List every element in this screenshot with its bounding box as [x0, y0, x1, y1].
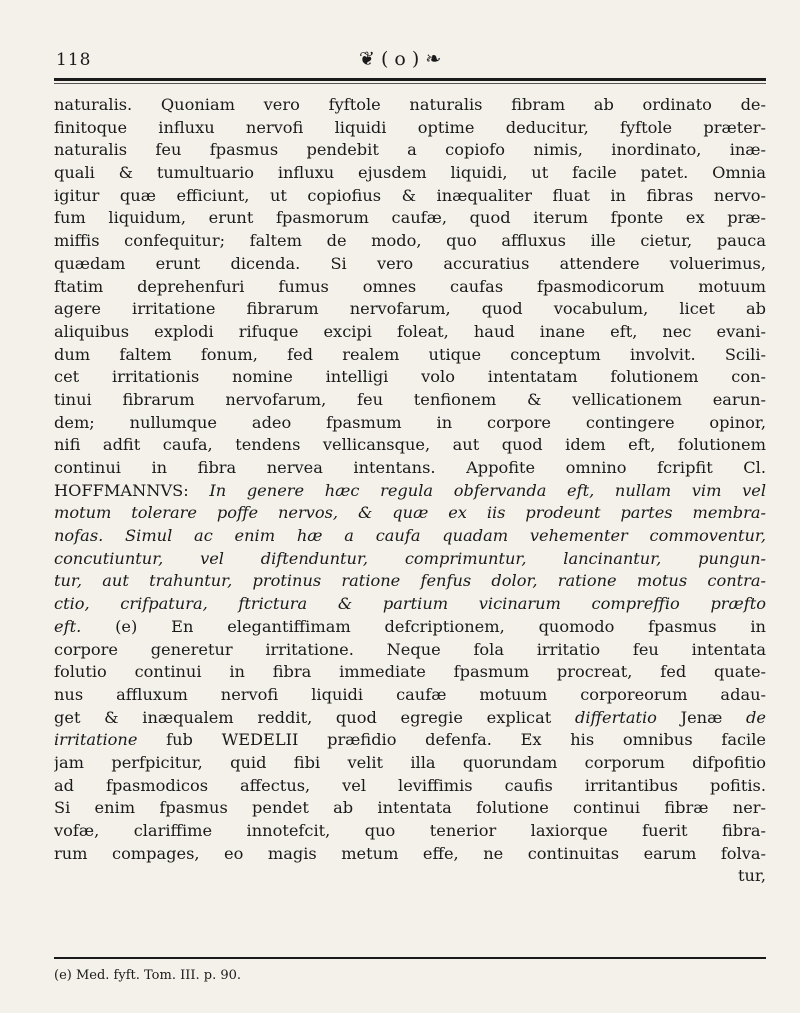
- text-line: quædam erunt dicenda. Si vero accuratius attendere voluerimus,: [54, 253, 766, 273]
- text-line: concutiuntur, vel diftenduntur, comprimuntur, lancinantur, pungun-: [54, 548, 766, 568]
- running-header: [54, 46, 766, 86]
- text-line: ad fpasmodicos affectus, vel leviffimis caufis irritantibus pofitis.: [54, 775, 766, 795]
- footnote: (e) Med. fyft. Tom. III. p. 90.: [54, 968, 242, 983]
- text-line: get & inæqualem reddit, quod egregie explicat differtatio Jenæ de: [54, 707, 766, 727]
- text-line: dum faltem fonum, fed realem utique conceptum involvit. Scili-: [54, 344, 766, 364]
- text-line: tur,: [737, 866, 766, 886]
- text-line: eft. (e) En elegantiffimam defcriptionem, quomodo fpasmus in: [54, 616, 766, 636]
- text-line: agere irritatione fibrarum nervofarum, quod vocabulum, licet ab: [54, 299, 766, 319]
- text-line: nifi adfit caufa, tendens vellicansque, aut quod idem eft, folutionem: [54, 435, 766, 455]
- page-number: 118: [56, 50, 92, 70]
- text-line: ctio, crifpatura, ftrictura & partium vicinarum compreffio præfto: [54, 594, 766, 614]
- text-line: nus affluxum nervofi liquidi caufæ motuum corporeorum adau-: [54, 684, 766, 704]
- text-line: igitur quæ efficiunt, ut copiofius & inæqualiter fluat in fibras nervo-: [54, 185, 766, 205]
- text-line: irritatione fub WEDELII præfidio defenfa. Ex his omnibus facile: [54, 730, 766, 750]
- text-line: vofæ, clariffime innotefcit, quo tenerior laxiorque fuerit fibra-: [54, 821, 766, 840]
- text-line: naturalis. Quoniam vero fyftole naturalis fibram ab ordinato de-: [54, 95, 766, 114]
- header-ornament: ❦ ( o ) ❧: [359, 48, 442, 70]
- text-line: finitoque influxu nervofi liquidi optime deducitur, fyftole præter-: [54, 117, 766, 137]
- text-line: dem; nullumque adeo fpasmum in corpore contingere opinor,: [54, 412, 766, 432]
- text-line: ftatim deprehenfuri fumus omnes caufas fpasmodicorum motuum: [54, 276, 766, 296]
- text-line: quali & tumultuario influxu ejusdem liquidi, ut facile patet. Omnia: [54, 163, 766, 183]
- text-line: tur, aut trahuntur, protinus ratione fenfus dolor, ratione motus contra-: [54, 571, 766, 591]
- footnote-rule: [54, 957, 766, 959]
- text-line: cet irritationis nomine intelligi volo intentatam folutionem con-: [54, 367, 766, 387]
- text-line: fum liquidum, erunt fpasmorum caufæ, quod iterum fponte ex præ-: [54, 208, 766, 228]
- text-line: motum tolerare poffe nervos, & quæ ex iis prodeunt partes membra-: [54, 503, 766, 523]
- text-line: jam perfpicitur, quid fibi velit illa quorundam corporum difpofitio: [54, 752, 766, 772]
- text-line: corpore generetur irritatione. Neque fola irritatio feu intentata: [54, 639, 766, 659]
- text-line: continui in fibra nervea intentans. Appofite omnino fcripfit Cl.: [54, 458, 766, 477]
- text-line: tinui fibrarum nervofarum, feu tenfionem & vellicationem earun-: [54, 389, 766, 409]
- text-line: folutio continui in fibra immediate fpasmum procreat, fed quate-: [54, 662, 766, 682]
- text-line: rum compages, eo magis metum effe, ne continuitas earum folva-: [54, 843, 766, 863]
- text-line: HOFFMANNVS: In genere hæc regula obfervanda eft, nullam vim vel: [54, 480, 766, 500]
- text-line: miffis confequitur; faltem de modo, quo affluxus ille cietur, pauca: [54, 231, 766, 251]
- header-rule-thin: [54, 83, 766, 84]
- text-line: Si enim fpasmus pendet ab intentata folutione continui fibræ ner-: [54, 798, 766, 818]
- text-line: nofas. Simul ac enim hæ a caufa quadam vehementer commoventur,: [54, 526, 766, 546]
- header-rule: [54, 78, 766, 81]
- text-line: aliquibus explodi rifuque excipi foleat, haud inane eft, nec evani-: [54, 321, 766, 341]
- body-text: [54, 94, 766, 888]
- text-line: naturalis feu fpasmus pendebit a copiofo nimis, inordinato, inæ-: [54, 140, 766, 160]
